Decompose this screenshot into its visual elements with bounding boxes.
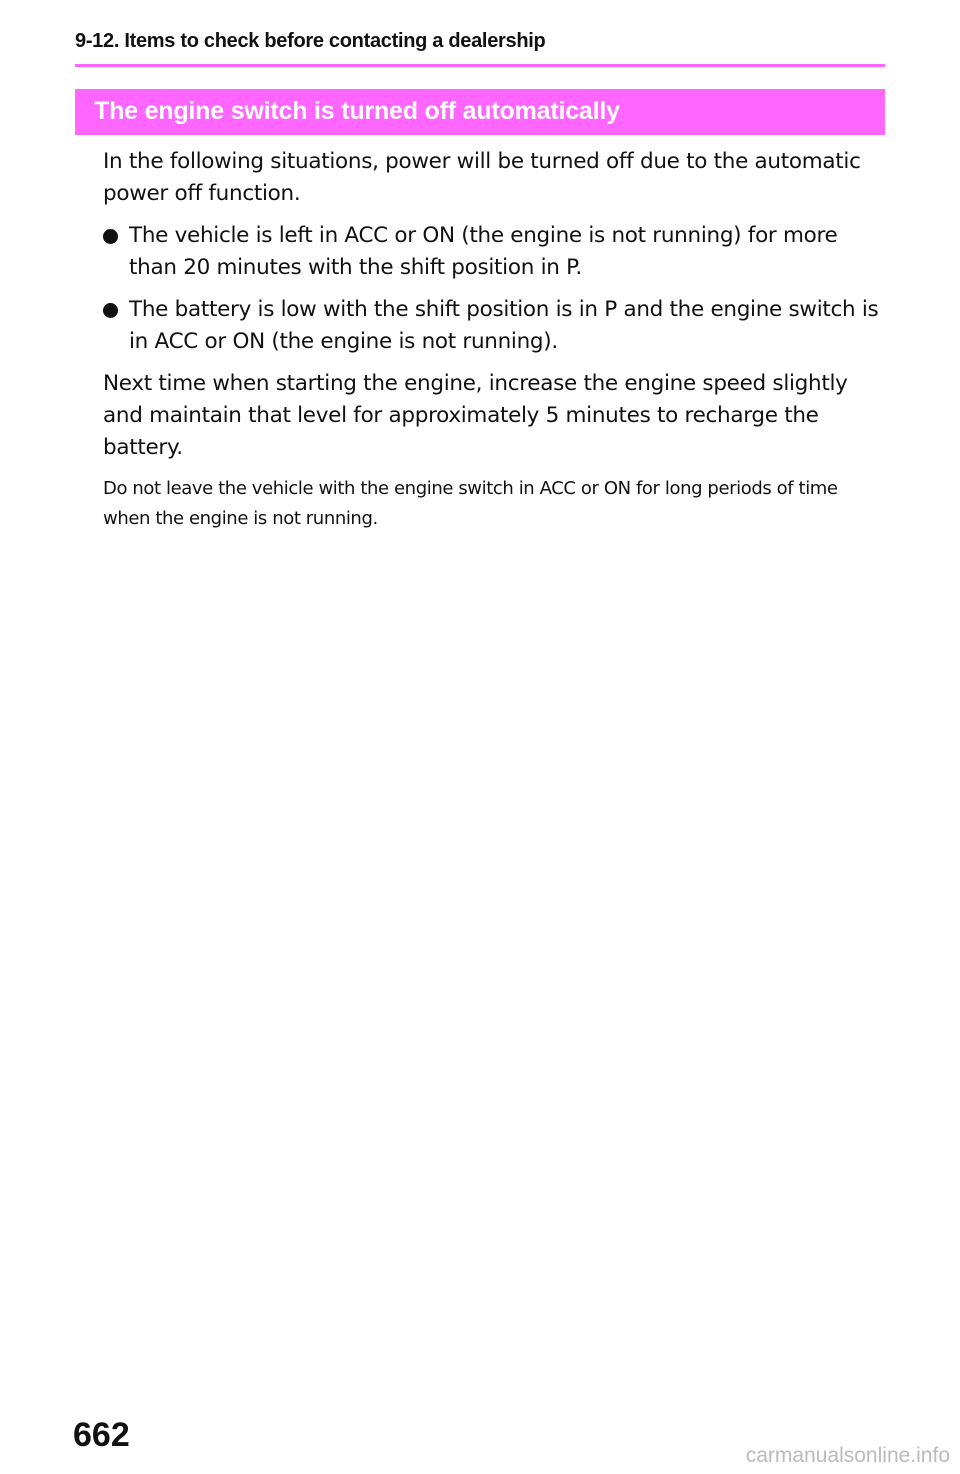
list-item (103, 294, 888, 358)
section-body (103, 146, 888, 534)
running-header: 9-12. Items to check before contacting a dealership (75, 30, 546, 52)
page-number: 662 (73, 1416, 130, 1454)
filled-circle-bullet-icon (103, 229, 118, 244)
filled-circle-bullet-icon (103, 303, 118, 318)
section-title-banner (75, 89, 885, 135)
header-divider (75, 64, 885, 67)
note-paragraph: Do not leave the vehicle with the engine switch in ACC or ON for long periods of time when the engine is not running. (103, 478, 838, 529)
section-title: The engine switch is turned off automatically (94, 97, 620, 125)
list-item (103, 220, 888, 284)
intro-paragraph: In the following situations, power will be turned off due to the automatic power off function. (103, 149, 861, 206)
followup-paragraph: Next time when starting the engine, increase the engine speed slightly and maintain that level for approximately 5 minutes to recharge the battery. (103, 371, 848, 460)
watermark: carmanualsonline.info (745, 1444, 950, 1467)
list-item-text: The battery is low with the shift position is in P and the engine switch is in ACC or ON (the engine is not running). (129, 297, 879, 354)
list-item-text: The vehicle is left in ACC or ON (the engine is not running) for more than 20 minutes with the shift position in P. (129, 223, 838, 280)
conditions-list (103, 220, 888, 358)
